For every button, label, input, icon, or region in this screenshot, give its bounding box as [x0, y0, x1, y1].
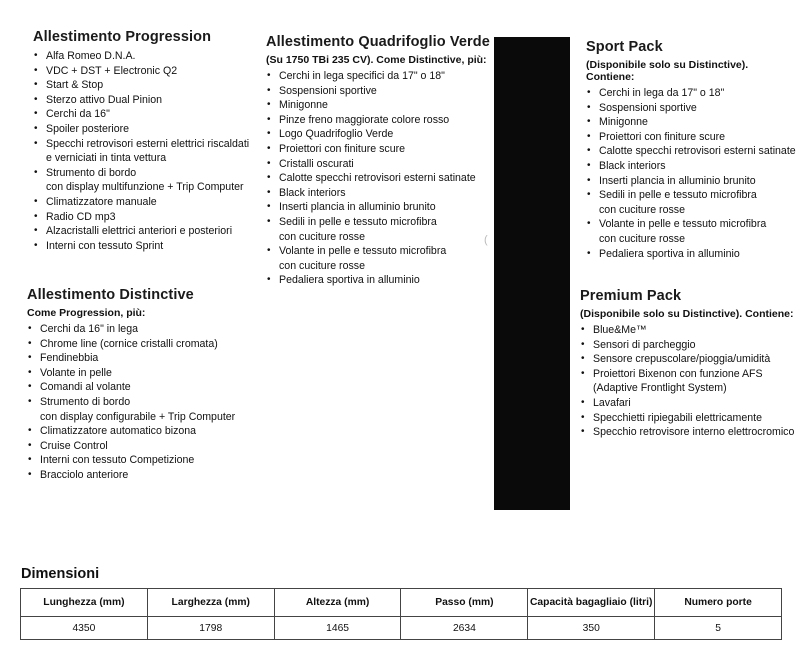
list-item: • Comandi al volante	[27, 380, 257, 395]
list-item: • Fendinebbia	[27, 351, 257, 366]
list-item: • Logo Quadrifoglio Verde	[266, 127, 494, 142]
list-item: • Cruise Control	[27, 439, 257, 454]
dimensions-value-cell: 4350	[21, 617, 148, 640]
list-item: • Black interiors	[586, 159, 798, 174]
progression-section	[33, 29, 263, 253]
dimensions-value-cell: 1465	[274, 617, 401, 640]
list-item: • Bracciolo anteriore	[27, 468, 257, 483]
quadrifoglio-section	[266, 34, 494, 288]
scan-mark: (	[484, 234, 488, 246]
list-item: • Sedili in pelle e tessuto microfibra con cuciture rosse	[586, 188, 798, 217]
black-bar	[494, 37, 570, 510]
list-item: • Calotte specchi retrovisori esterni satinate	[266, 171, 494, 186]
premium-pack-title: Premium Pack	[580, 288, 682, 304]
dimensions-header-cell: Numero porte	[655, 589, 782, 617]
list-item: • Cerchi in lega da 17" o 18"	[586, 86, 798, 101]
list-item: • Blue&Me™	[580, 323, 798, 338]
list-item: • VDC + DST + Electronic Q2	[33, 64, 263, 79]
list-item: • Minigonne	[586, 115, 798, 130]
list-item: • Pedaliera sportiva in alluminio	[266, 273, 494, 288]
list-item: • Start & Stop	[33, 78, 263, 93]
list-item: • Sterzo attivo Dual Pinion	[33, 93, 263, 108]
list-item: • Specchi retrovisori esterni elettrici riscaldati e verniciati in tinta vettura	[33, 137, 263, 166]
premium-pack-list	[580, 323, 798, 440]
dimensions-header-cell: Larghezza (mm)	[147, 589, 274, 617]
list-item: • Climatizzatore manuale	[33, 195, 263, 210]
dimensions-header-row	[21, 589, 782, 617]
list-item: • Proiettori con finiture scure	[266, 142, 494, 157]
dimensions-title: Dimensioni	[21, 566, 100, 582]
list-item: • Interni con tessuto Sprint	[33, 239, 263, 254]
list-item: • Interni con tessuto Competizione	[27, 453, 257, 468]
quadrifoglio-title: Allestimento Quadrifoglio Verde	[266, 34, 490, 50]
list-item: • Volante in pelle e tessuto microfibra con cuciture rosse	[266, 244, 494, 273]
list-item: • Sospensioni sportive	[586, 101, 798, 116]
dimensions-header-cell: Lunghezza (mm)	[21, 589, 148, 617]
dimensions-header-cell: Passo (mm)	[401, 589, 528, 617]
list-item: • Alzacristalli elettrici anteriori e posteriori	[33, 224, 263, 239]
list-item: • Calotte specchi retrovisori esterni satinate	[586, 144, 798, 159]
premium-pack-section	[580, 288, 798, 440]
list-item: • Chrome line (cornice cristalli cromata)	[27, 337, 257, 352]
list-item: • Sensori di parcheggio	[580, 338, 798, 353]
sport-pack-subtitle: (Disponibile solo su Distinctive). Contiene:	[586, 59, 749, 83]
premium-pack-subtitle: (Disponibile solo su Distinctive). Contiene:	[580, 308, 794, 320]
dimensions-value-row	[21, 617, 782, 640]
progression-title: Allestimento Progression	[33, 29, 212, 45]
sport-pack-section	[586, 39, 798, 261]
distinctive-subtitle: Come Progression, più:	[27, 307, 146, 319]
list-item: • Pinze freno maggiorate colore rosso	[266, 113, 494, 128]
list-item: • Cerchi da 16"	[33, 107, 263, 122]
list-item: • Radio CD mp3	[33, 210, 263, 225]
list-item: • Inserti plancia in alluminio brunito	[586, 174, 798, 189]
list-item: • Cerchi da 16" in lega	[27, 322, 257, 337]
list-item: • Pedaliera sportiva in alluminio	[586, 247, 798, 262]
list-item: • Inserti plancia in alluminio brunito	[266, 200, 494, 215]
dimensions-header-cell: Altezza (mm)	[274, 589, 401, 617]
list-item: • Specchietti ripiegabili elettricamente	[580, 411, 798, 426]
list-item: • Black interiors	[266, 186, 494, 201]
list-item: • Spoiler posteriore	[33, 122, 263, 137]
sport-pack-list	[586, 86, 798, 261]
dimensions-value-cell: 2634	[401, 617, 528, 640]
dimensions-table	[20, 588, 782, 640]
sport-pack-title: Sport Pack	[586, 39, 663, 55]
list-item: • Proiettori Bixenon con funzione AFS (Adaptive Frontlight System)	[580, 367, 798, 396]
distinctive-section	[27, 287, 257, 483]
list-item: • Specchio retrovisore interno elettrocromico	[580, 425, 798, 440]
dimensions-value-cell: 1798	[147, 617, 274, 640]
list-item: • Minigonne	[266, 98, 494, 113]
progression-list	[33, 49, 263, 253]
list-item: • Sensore crepuscolare/pioggia/umidità	[580, 352, 798, 367]
dimensions-value-cell: 350	[528, 617, 655, 640]
dimensions-value-cell: 5	[655, 617, 782, 640]
list-item: • Strumento di bordo con display multifunzione + Trip Computer	[33, 166, 263, 195]
list-item: • Proiettori con finiture scure	[586, 130, 798, 145]
list-item: • Lavafari	[580, 396, 798, 411]
quadrifoglio-subtitle: (Su 1750 TBi 235 CV). Come Distinctive, più:	[266, 54, 487, 66]
distinctive-title: Allestimento Distinctive	[27, 287, 194, 303]
list-item: • Volante in pelle e tessuto microfibra con cuciture rosse	[586, 217, 798, 246]
list-item: • Volante in pelle	[27, 366, 257, 381]
list-item: • Cristalli oscurati	[266, 157, 494, 172]
list-item: • Climatizzatore automatico bizona	[27, 424, 257, 439]
list-item: • Alfa Romeo D.N.A.	[33, 49, 263, 64]
dimensions-header-cell: Capacità bagagliaio (litri)	[528, 589, 655, 617]
distinctive-list	[27, 322, 257, 483]
quadrifoglio-list	[266, 69, 494, 288]
list-item: • Strumento di bordo con display configurabile + Trip Computer	[27, 395, 257, 424]
list-item: • Sospensioni sportive	[266, 84, 494, 99]
list-item: • Cerchi in lega specifici da 17" o 18"	[266, 69, 494, 84]
list-item: • Sedili in pelle e tessuto microfibra con cuciture rosse	[266, 215, 494, 244]
